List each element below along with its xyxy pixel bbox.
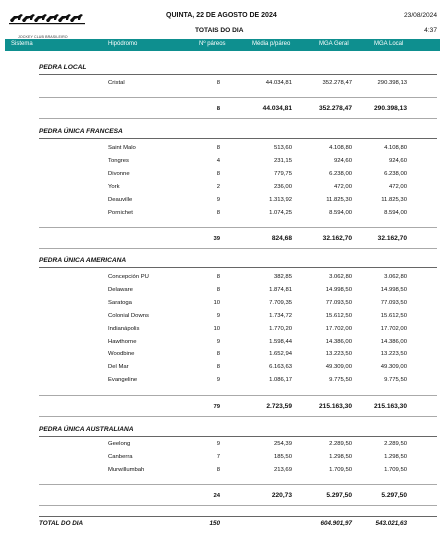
cell-n-pareos: 7 <box>216 453 220 460</box>
section-end-divider <box>39 118 437 119</box>
cell-mga-local: 9.775,50 <box>384 377 407 384</box>
section-divider <box>39 74 437 75</box>
cell-hipodromo: Concepción PU <box>108 274 149 280</box>
cell-mga-local: 6.238,00 <box>384 170 407 177</box>
table-row <box>0 197 445 207</box>
cell-media: 7.709,35 <box>269 299 292 306</box>
table-row <box>0 287 445 297</box>
cell-hipodromo: Woodbine <box>108 351 135 358</box>
cell-media: 254,39 <box>273 441 292 447</box>
table-row <box>0 364 445 374</box>
total-n-pareos: 79 <box>213 404 220 410</box>
total-media: 220,73 <box>271 492 292 499</box>
cell-mga-local: 2.289,50 <box>384 441 407 447</box>
cell-mga-geral: 17.702,00 <box>325 325 352 332</box>
cell-hipodromo: Geelong <box>108 441 131 447</box>
grand-total-n: 150 <box>209 520 220 527</box>
total-mga-local: 32.162,70 <box>377 235 407 242</box>
cell-media: 779,75 <box>273 170 292 177</box>
total-n-pareos: 24 <box>213 493 220 499</box>
cell-mga-geral: 2.289,50 <box>329 441 352 447</box>
cell-hipodromo: Colonial Downs <box>108 312 149 319</box>
total-mga-local: 290.398,13 <box>373 105 407 112</box>
report-time: 4:37 <box>424 27 437 34</box>
cell-n-pareos: 8 <box>216 286 220 293</box>
grand-total-local: 543.021,63 <box>375 520 407 527</box>
section-total-row <box>0 105 445 115</box>
table-row <box>0 441 445 451</box>
cell-media: 1.874,81 <box>269 286 292 293</box>
cell-mga-local: 49.309,00 <box>380 364 407 371</box>
table-row <box>0 326 445 336</box>
cell-hipodromo: Canberra <box>108 453 133 460</box>
cell-hipodromo: Cristal <box>108 80 125 86</box>
table-row <box>0 158 445 168</box>
cell-media: 1.734,72 <box>269 312 292 319</box>
table-row <box>0 300 445 310</box>
cell-mga-geral: 14.998,50 <box>325 286 352 293</box>
table-row <box>0 145 445 155</box>
cell-mga-local: 8.594,00 <box>384 209 407 216</box>
cell-mga-local: 11.825,30 <box>381 196 407 203</box>
section-end-divider <box>39 505 437 506</box>
cell-n-pareos: 8 <box>216 274 220 280</box>
col-media: Média p/páreo <box>252 41 291 47</box>
cell-mga-local: 1.298,50 <box>384 453 407 460</box>
cell-mga-geral: 4.108,80 <box>329 145 352 151</box>
section-total-row <box>0 403 445 413</box>
cell-n-pareos: 9 <box>216 338 220 345</box>
section-title: PEDRA ÚNICA FRANCESA <box>39 128 123 135</box>
cell-mga-local: 14.998,50 <box>380 286 407 293</box>
cell-n-pareos: 10 <box>213 325 220 332</box>
cell-n-pareos: 10 <box>213 299 220 306</box>
column-header-bar <box>5 39 440 51</box>
cell-hipodromo: Murwillumbah <box>108 466 145 473</box>
section-title: PEDRA LOCAL <box>39 64 87 71</box>
cell-n-pareos: 8 <box>216 466 220 473</box>
cell-mga-geral: 352.278,47 <box>322 80 352 86</box>
cell-mga-geral: 77.093,50 <box>325 299 352 306</box>
report-subtitle: TOTAIS DO DIA <box>195 27 244 34</box>
total-media: 824,68 <box>271 235 292 242</box>
total-mga-geral: 215.163,30 <box>318 403 352 410</box>
cell-hipodromo: Del Mar <box>108 364 129 371</box>
subtotal-divider <box>39 484 437 485</box>
cell-n-pareos: 4 <box>216 157 220 164</box>
cell-hipodromo: Deauville <box>108 196 133 203</box>
table-row <box>0 80 445 90</box>
cell-n-pareos: 2 <box>216 183 220 190</box>
col-mga-local: MGA Local <box>374 41 404 47</box>
total-mga-geral: 352.278,47 <box>318 105 352 112</box>
cell-media: 6.163,63 <box>269 364 292 371</box>
total-mga-local: 5.297,50 <box>381 492 407 499</box>
cell-hipodromo: Indianápolis <box>108 325 140 332</box>
cell-mga-local: 290.398,13 <box>377 80 407 86</box>
section-divider <box>39 267 437 268</box>
cell-n-pareos: 9 <box>216 312 220 319</box>
total-n-pareos: 8 <box>216 106 220 112</box>
horses-logo-icon <box>8 10 88 26</box>
subtotal-divider <box>39 395 437 396</box>
section-end-divider <box>39 416 437 417</box>
cell-hipodromo: Hawthorne <box>108 338 137 345</box>
cell-mga-geral: 11.825,30 <box>326 196 352 203</box>
section-title: PEDRA ÚNICA AMERICANA <box>39 257 127 264</box>
table-row <box>0 171 445 181</box>
total-mga-geral: 5.297,50 <box>326 492 352 499</box>
section-divider <box>39 138 437 139</box>
cell-mga-local: 15.612,50 <box>380 312 407 319</box>
cell-media: 1.313,92 <box>269 196 292 203</box>
cell-mga-geral: 3.062,80 <box>329 274 352 280</box>
cell-mga-local: 14.386,00 <box>380 338 407 345</box>
subtotal-divider <box>39 97 437 98</box>
cell-mga-geral: 15.612,50 <box>325 312 352 319</box>
cell-n-pareos: 8 <box>216 145 220 151</box>
cell-mga-geral: 1.298,50 <box>329 453 352 460</box>
cell-hipodromo: York <box>108 183 120 190</box>
table-row <box>0 313 445 323</box>
total-media: 44.034,81 <box>262 105 292 112</box>
cell-media: 1.086,17 <box>269 377 292 384</box>
report-title: QUINTA, 22 DE AGOSTO DE 2024 <box>166 12 277 19</box>
cell-mga-local: 13.223,50 <box>380 351 407 358</box>
cell-mga-local: 924,60 <box>388 157 407 164</box>
cell-media: 231,15 <box>273 157 292 164</box>
section-total-row <box>0 492 445 502</box>
cell-mga-geral: 8.594,00 <box>329 209 352 216</box>
cell-n-pareos: 9 <box>216 377 220 384</box>
cell-mga-local: 4.108,80 <box>384 145 407 151</box>
cell-hipodromo: Saint Malo <box>108 145 136 151</box>
table-row <box>0 274 445 284</box>
cell-media: 1.652,94 <box>269 351 292 358</box>
cell-hipodromo: Tongres <box>108 157 129 164</box>
section-title: PEDRA ÚNICA AUSTRALIANA <box>39 426 134 433</box>
total-mga-geral: 32.162,70 <box>322 235 352 242</box>
table-row <box>0 454 445 464</box>
cell-media: 382,85 <box>273 274 292 280</box>
grand-total-row <box>0 520 445 532</box>
cell-mga-local: 77.093,50 <box>380 299 407 306</box>
jockey-club-logo <box>8 10 88 39</box>
report-header <box>0 0 445 38</box>
cell-mga-local: 472,00 <box>388 183 407 190</box>
section-divider <box>39 436 437 437</box>
cell-mga-geral: 49.309,00 <box>325 364 352 371</box>
table-row <box>0 377 445 387</box>
col-sistema: Sistema <box>11 41 33 47</box>
cell-mga-local: 1.709,50 <box>384 466 407 473</box>
cell-media: 513,60 <box>273 145 292 151</box>
total-n-pareos: 39 <box>213 236 220 242</box>
cell-mga-geral: 472,00 <box>333 183 352 190</box>
cell-n-pareos: 8 <box>216 364 220 371</box>
cell-mga-local: 17.702,00 <box>380 325 407 332</box>
table-row <box>0 467 445 477</box>
cell-n-pareos: 8 <box>216 170 220 177</box>
grand-total-geral: 604.901,97 <box>320 520 352 527</box>
cell-n-pareos: 8 <box>216 80 220 86</box>
col-hipodromo: Hipódromo <box>108 41 138 47</box>
cell-mga-geral: 9.775,50 <box>329 377 352 384</box>
table-row <box>0 339 445 349</box>
cell-hipodromo: Delaware <box>108 286 133 293</box>
cell-n-pareos: 9 <box>216 196 220 203</box>
cell-mga-local: 3.062,80 <box>384 274 407 280</box>
cell-mga-geral: 14.386,00 <box>325 338 352 345</box>
cell-media: 1.074,25 <box>269 209 292 216</box>
cell-media: 1.598,44 <box>269 338 292 345</box>
cell-mga-geral: 13.223,50 <box>325 351 352 358</box>
section-end-divider <box>39 248 437 249</box>
grand-total-label: TOTAL DO DIA <box>39 520 84 527</box>
cell-mga-geral: 6.238,00 <box>329 170 352 177</box>
cell-media: 185,50 <box>273 453 292 460</box>
cell-mga-geral: 1.709,50 <box>329 466 352 473</box>
table-row <box>0 351 445 361</box>
cell-media: 44.034,81 <box>265 80 292 86</box>
table-row <box>0 210 445 220</box>
cell-hipodromo: Divonne <box>108 170 130 177</box>
table-row <box>0 184 445 194</box>
section-total-row <box>0 235 445 245</box>
total-mga-local: 215.163,30 <box>373 403 407 410</box>
cell-n-pareos: 8 <box>216 351 220 358</box>
total-media: 2.723,59 <box>266 403 292 410</box>
cell-media: 1.770,20 <box>269 325 292 332</box>
cell-media: 213,69 <box>273 466 292 473</box>
cell-n-pareos: 9 <box>216 441 220 447</box>
cell-hipodromo: Pornichet <box>108 209 133 216</box>
col-n-pareos: Nº páreos <box>199 41 226 47</box>
cell-media: 236,00 <box>273 183 292 190</box>
subtotal-divider <box>39 227 437 228</box>
grand-total-divider <box>39 516 437 517</box>
cell-n-pareos: 8 <box>216 209 220 216</box>
cell-hipodromo: Evangeline <box>108 377 138 384</box>
logo-text: JOCKEY CLUB BRASILEIRO <box>18 35 68 39</box>
cell-mga-geral: 924,60 <box>333 157 352 164</box>
report-date: 23/08/2024 <box>403 12 437 19</box>
col-mga-geral: MGA Geral <box>319 41 349 47</box>
cell-hipodromo: Saratoga <box>108 299 132 306</box>
